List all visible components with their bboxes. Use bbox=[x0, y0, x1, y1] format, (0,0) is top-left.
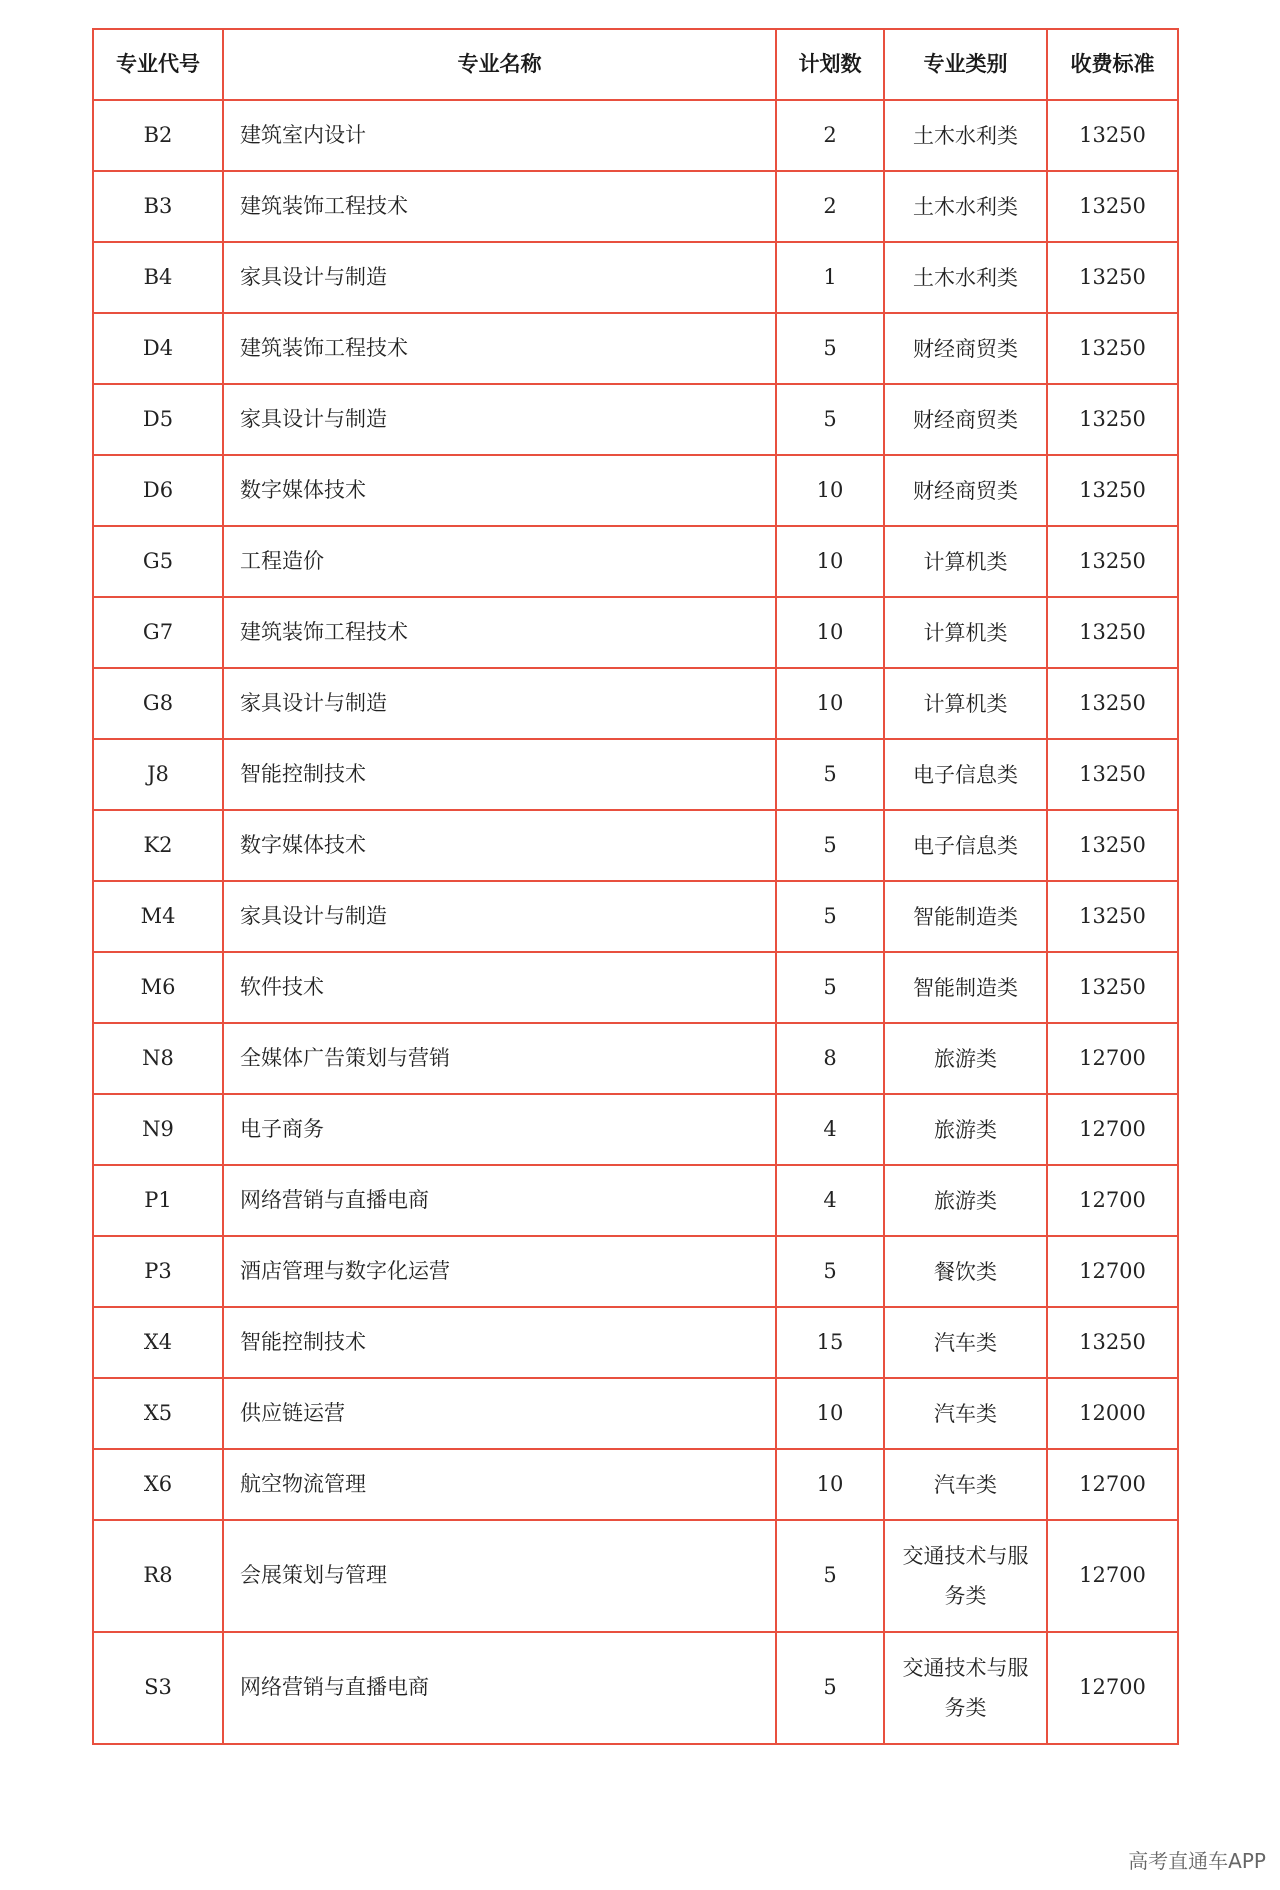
cell-code: B4 bbox=[93, 242, 223, 313]
cell-name: 酒店管理与数字化运营 bbox=[223, 1236, 776, 1307]
table-row bbox=[93, 1632, 1178, 1744]
cell-fee: 12700 bbox=[1047, 1023, 1178, 1094]
cell-plan: 4 bbox=[776, 1165, 884, 1236]
cell-name: 家具设计与制造 bbox=[223, 242, 776, 313]
header-major-code: 专业代号 bbox=[93, 29, 223, 100]
cell-code: P3 bbox=[93, 1236, 223, 1307]
cell-name: 建筑室内设计 bbox=[223, 100, 776, 171]
cell-name: 电子商务 bbox=[223, 1094, 776, 1165]
table-row bbox=[93, 739, 1178, 810]
cell-category-text: 电子信息类 bbox=[913, 833, 1018, 858]
cell-name: 供应链运营 bbox=[223, 1378, 776, 1449]
table-row bbox=[93, 597, 1178, 668]
cell-fee: 12700 bbox=[1047, 1520, 1178, 1632]
cell-code: D6 bbox=[93, 455, 223, 526]
cell-category bbox=[884, 739, 1047, 810]
cell-category bbox=[884, 952, 1047, 1023]
cell-category bbox=[884, 1307, 1047, 1378]
header-major-category: 专业类别 bbox=[884, 29, 1047, 100]
table-row bbox=[93, 1165, 1178, 1236]
cell-category bbox=[884, 1520, 1047, 1632]
table-body bbox=[93, 100, 1178, 1744]
cell-code: D4 bbox=[93, 313, 223, 384]
table-row bbox=[93, 100, 1178, 171]
cell-code: X6 bbox=[93, 1449, 223, 1520]
cell-category-text: 汽车类 bbox=[934, 1472, 997, 1497]
cell-code: D5 bbox=[93, 384, 223, 455]
cell-code: M6 bbox=[93, 952, 223, 1023]
cell-category-text: 旅游类 bbox=[934, 1117, 997, 1142]
cell-fee: 13250 bbox=[1047, 384, 1178, 455]
header-major-name: 专业名称 bbox=[223, 29, 776, 100]
cell-category-text: 土木水利类 bbox=[913, 194, 1018, 219]
cell-plan: 2 bbox=[776, 100, 884, 171]
cell-category-text: 汽车类 bbox=[934, 1330, 997, 1355]
cell-fee: 12700 bbox=[1047, 1094, 1178, 1165]
cell-name: 航空物流管理 bbox=[223, 1449, 776, 1520]
cell-category-text: 旅游类 bbox=[934, 1046, 997, 1071]
cell-category-text: 旅游类 bbox=[934, 1188, 997, 1213]
cell-category bbox=[884, 1236, 1047, 1307]
cell-category-text: 财经商贸类 bbox=[913, 407, 1018, 432]
cell-fee: 13250 bbox=[1047, 597, 1178, 668]
cell-category-text: 计算机类 bbox=[923, 549, 1008, 574]
cell-plan: 5 bbox=[776, 881, 884, 952]
cell-fee: 13250 bbox=[1047, 526, 1178, 597]
cell-plan: 5 bbox=[776, 313, 884, 384]
cell-name: 智能控制技术 bbox=[223, 739, 776, 810]
cell-plan: 2 bbox=[776, 171, 884, 242]
cell-category bbox=[884, 1165, 1047, 1236]
cell-fee: 13250 bbox=[1047, 952, 1178, 1023]
cell-fee: 12000 bbox=[1047, 1378, 1178, 1449]
cell-name: 网络营销与直播电商 bbox=[223, 1165, 776, 1236]
cell-category-text: 计算机类 bbox=[923, 620, 1008, 645]
cell-plan: 10 bbox=[776, 597, 884, 668]
cell-fee: 13250 bbox=[1047, 242, 1178, 313]
cell-category bbox=[884, 1023, 1047, 1094]
cell-plan: 5 bbox=[776, 810, 884, 881]
cell-plan: 1 bbox=[776, 242, 884, 313]
cell-fee: 12700 bbox=[1047, 1632, 1178, 1744]
cell-code: P1 bbox=[93, 1165, 223, 1236]
cell-code: N8 bbox=[93, 1023, 223, 1094]
header-fee-standard: 收费标准 bbox=[1047, 29, 1178, 100]
cell-code: M4 bbox=[93, 881, 223, 952]
table-row bbox=[93, 1378, 1178, 1449]
cell-plan: 5 bbox=[776, 1236, 884, 1307]
cell-code: J8 bbox=[93, 739, 223, 810]
cell-plan: 10 bbox=[776, 668, 884, 739]
table-row bbox=[93, 526, 1178, 597]
cell-category bbox=[884, 597, 1047, 668]
cell-name: 数字媒体技术 bbox=[223, 455, 776, 526]
cell-fee: 13250 bbox=[1047, 455, 1178, 526]
cell-fee: 13250 bbox=[1047, 739, 1178, 810]
table-row bbox=[93, 171, 1178, 242]
cell-category bbox=[884, 100, 1047, 171]
cell-code: B2 bbox=[93, 100, 223, 171]
header-plan-count: 计划数 bbox=[776, 29, 884, 100]
cell-name: 家具设计与制造 bbox=[223, 881, 776, 952]
cell-code: X4 bbox=[93, 1307, 223, 1378]
cell-fee: 13250 bbox=[1047, 668, 1178, 739]
enrollment-plan-table-container bbox=[92, 28, 1179, 1745]
cell-category bbox=[884, 384, 1047, 455]
cell-plan: 10 bbox=[776, 526, 884, 597]
cell-plan: 5 bbox=[776, 1632, 884, 1744]
cell-name: 家具设计与制造 bbox=[223, 668, 776, 739]
table-row bbox=[93, 1023, 1178, 1094]
cell-name: 建筑装饰工程技术 bbox=[223, 597, 776, 668]
cell-name: 全媒体广告策划与营销 bbox=[223, 1023, 776, 1094]
cell-fee: 13250 bbox=[1047, 313, 1178, 384]
cell-name: 网络营销与直播电商 bbox=[223, 1632, 776, 1744]
table-row bbox=[93, 455, 1178, 526]
cell-plan: 15 bbox=[776, 1307, 884, 1378]
cell-category bbox=[884, 313, 1047, 384]
cell-code: R8 bbox=[93, 1520, 223, 1632]
table-row bbox=[93, 881, 1178, 952]
cell-name: 软件技术 bbox=[223, 952, 776, 1023]
cell-category-text: 智能制造类 bbox=[913, 975, 1018, 1000]
cell-category-text: 交通技术与服务类 bbox=[902, 1656, 1029, 1720]
cell-plan: 10 bbox=[776, 1378, 884, 1449]
cell-code: B3 bbox=[93, 171, 223, 242]
cell-fee: 13250 bbox=[1047, 1307, 1178, 1378]
cell-category bbox=[884, 1378, 1047, 1449]
cell-name: 数字媒体技术 bbox=[223, 810, 776, 881]
cell-code: G8 bbox=[93, 668, 223, 739]
cell-code: X5 bbox=[93, 1378, 223, 1449]
cell-category bbox=[884, 526, 1047, 597]
cell-plan: 4 bbox=[776, 1094, 884, 1165]
cell-plan: 10 bbox=[776, 455, 884, 526]
table-row bbox=[93, 952, 1178, 1023]
cell-code: N9 bbox=[93, 1094, 223, 1165]
cell-name: 智能控制技术 bbox=[223, 1307, 776, 1378]
cell-fee: 13250 bbox=[1047, 171, 1178, 242]
cell-category-text: 汽车类 bbox=[934, 1401, 997, 1426]
cell-category-text: 财经商贸类 bbox=[913, 336, 1018, 361]
cell-code: G5 bbox=[93, 526, 223, 597]
cell-category bbox=[884, 810, 1047, 881]
cell-fee: 13250 bbox=[1047, 810, 1178, 881]
cell-plan: 5 bbox=[776, 739, 884, 810]
table-row bbox=[93, 1307, 1178, 1378]
cell-fee: 13250 bbox=[1047, 881, 1178, 952]
enrollment-plan-table bbox=[92, 28, 1179, 1745]
cell-category-text: 土木水利类 bbox=[913, 123, 1018, 148]
cell-category bbox=[884, 242, 1047, 313]
cell-category-text: 电子信息类 bbox=[913, 762, 1018, 787]
table-row bbox=[93, 242, 1178, 313]
table-row bbox=[93, 810, 1178, 881]
table-row bbox=[93, 1520, 1178, 1632]
table-header-row bbox=[93, 29, 1178, 100]
table-row bbox=[93, 1094, 1178, 1165]
cell-category-text: 土木水利类 bbox=[913, 265, 1018, 290]
cell-category-text: 餐饮类 bbox=[934, 1259, 997, 1284]
cell-fee: 12700 bbox=[1047, 1165, 1178, 1236]
cell-category-text: 智能制造类 bbox=[913, 904, 1018, 929]
watermark-text: 高考直通车APP bbox=[1128, 1849, 1266, 1873]
cell-category bbox=[884, 1449, 1047, 1520]
cell-code: G7 bbox=[93, 597, 223, 668]
cell-name: 会展策划与管理 bbox=[223, 1520, 776, 1632]
cell-fee: 12700 bbox=[1047, 1236, 1178, 1307]
cell-code: S3 bbox=[93, 1632, 223, 1744]
cell-category bbox=[884, 668, 1047, 739]
cell-plan: 5 bbox=[776, 952, 884, 1023]
cell-name: 建筑装饰工程技术 bbox=[223, 313, 776, 384]
cell-category-text: 交通技术与服务类 bbox=[902, 1544, 1029, 1608]
table-row bbox=[93, 1449, 1178, 1520]
cell-fee: 12700 bbox=[1047, 1449, 1178, 1520]
cell-category bbox=[884, 171, 1047, 242]
cell-name: 建筑装饰工程技术 bbox=[223, 171, 776, 242]
cell-plan: 10 bbox=[776, 1449, 884, 1520]
table-row bbox=[93, 1236, 1178, 1307]
cell-fee: 13250 bbox=[1047, 100, 1178, 171]
cell-category bbox=[884, 1632, 1047, 1744]
cell-plan: 5 bbox=[776, 1520, 884, 1632]
cell-category bbox=[884, 455, 1047, 526]
cell-name: 工程造价 bbox=[223, 526, 776, 597]
cell-name: 家具设计与制造 bbox=[223, 384, 776, 455]
cell-plan: 5 bbox=[776, 384, 884, 455]
table-row bbox=[93, 384, 1178, 455]
cell-category-text: 计算机类 bbox=[923, 691, 1008, 716]
cell-plan: 8 bbox=[776, 1023, 884, 1094]
table-row bbox=[93, 313, 1178, 384]
cell-code: K2 bbox=[93, 810, 223, 881]
cell-category-text: 财经商贸类 bbox=[913, 478, 1018, 503]
cell-category bbox=[884, 1094, 1047, 1165]
table-row bbox=[93, 668, 1178, 739]
cell-category bbox=[884, 881, 1047, 952]
